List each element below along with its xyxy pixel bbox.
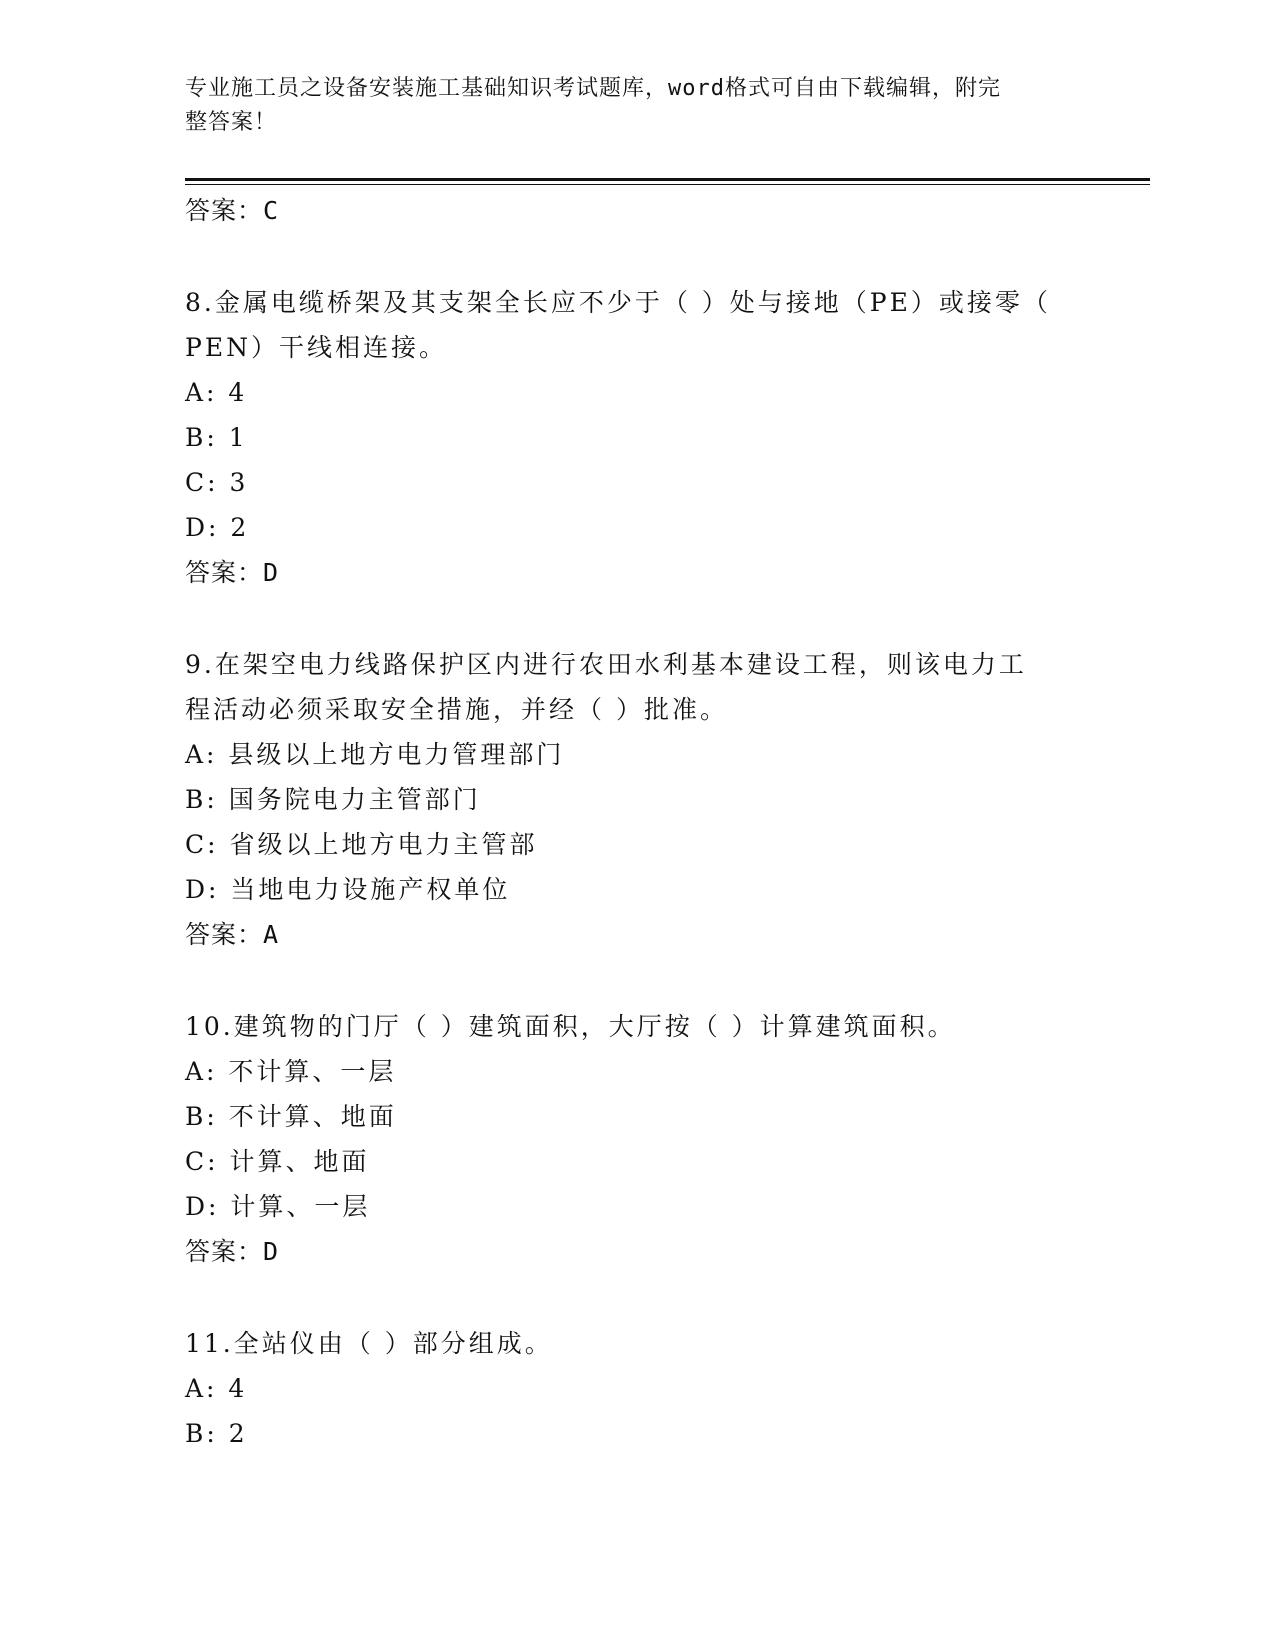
previous-answer: 答案：C	[185, 196, 280, 225]
answer: 答案：A	[185, 920, 280, 949]
question-11	[185, 1321, 1085, 1456]
option-d: D: 2	[185, 513, 250, 542]
header-line-1: 专业施工员之设备安装施工基础知识考试题库，word格式可自由下载编辑，附完	[185, 76, 1001, 101]
option-c: C: 3	[185, 468, 249, 497]
option-a: A: 县级以上地方电力管理部门	[185, 740, 565, 769]
option-a: A: 不计算、一层	[185, 1057, 397, 1086]
option-b: B: 国务院电力主管部门	[185, 785, 481, 814]
header-line-2: 整答案！	[185, 110, 278, 135]
option-d: D: 当地电力设施产权单位	[185, 875, 511, 904]
option-d: D: 计算、一层	[185, 1192, 371, 1221]
question-list	[185, 188, 1085, 1456]
page-header	[185, 72, 1065, 140]
question-text: 8.金属电缆桥架及其支架全长应不少于（ ）处与接地（PE）或接零（	[185, 288, 1051, 317]
option-b: B: 不计算、地面	[185, 1102, 397, 1131]
option-b: B: 1	[185, 423, 248, 452]
option-c: C: 计算、地面	[185, 1147, 370, 1176]
option-c: C: 省级以上地方电力主管部	[185, 830, 538, 859]
answer: 答案：D	[185, 1237, 280, 1266]
header-rule-thick	[185, 178, 1150, 181]
option-a: A: 4	[185, 1374, 248, 1403]
question-10	[185, 1004, 1085, 1275]
question-text: 11.全站仪由（ ）部分组成。	[185, 1329, 553, 1358]
question-text: 9.在架空电力线路保护区内进行农田水利基本建设工程，则该电力工	[185, 650, 1027, 679]
question-text-continued: PEN）干线相连接。	[185, 333, 447, 362]
question-text: 10.建筑物的门厅（ ）建筑面积，大厅按（ ）计算建筑面积。	[185, 1012, 956, 1041]
option-b: B: 2	[185, 1419, 248, 1448]
question-9	[185, 642, 1085, 958]
question-text-continued: 程活动必须采取安全措施，并经（ ）批准。	[185, 695, 728, 724]
option-a: A: 4	[185, 378, 248, 407]
question-8	[185, 280, 1085, 596]
answer: 答案：D	[185, 558, 280, 587]
header-rule-thin	[185, 184, 1150, 185]
